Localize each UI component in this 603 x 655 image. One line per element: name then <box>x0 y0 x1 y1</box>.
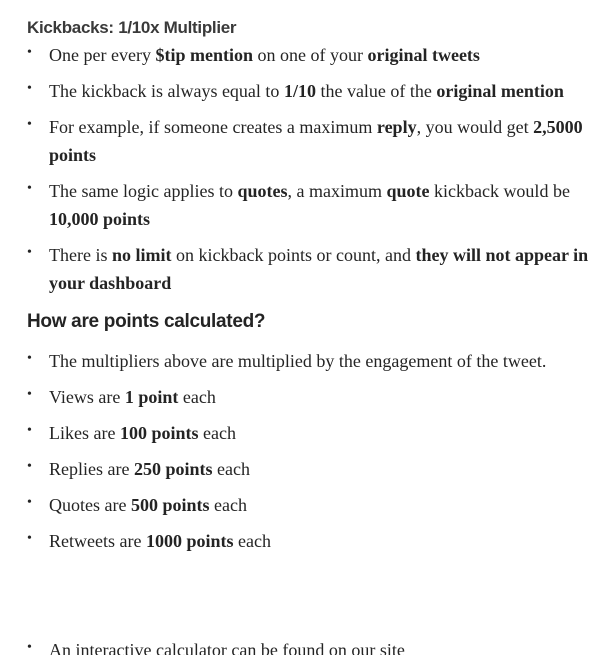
bold-text: 100 points <box>119 423 199 443</box>
text-run: Quotes are <box>49 495 131 515</box>
points-list <box>27 347 597 555</box>
bullet-icon: • <box>27 531 32 546</box>
text-run: The same logic applies to <box>49 181 238 201</box>
bullet-icon: • <box>27 245 32 260</box>
bold-text: they will not appear in your dashboard <box>49 245 589 293</box>
text-run: Views are <box>49 387 125 407</box>
list-item <box>27 241 597 297</box>
bullet-icon: • <box>27 81 32 96</box>
bold-text: original mention <box>436 81 564 101</box>
bold-text: 250 points <box>133 459 213 479</box>
section-heading-points: How are points calculated? <box>27 311 266 332</box>
list-item <box>27 455 597 483</box>
bold-text: 1/10 <box>283 81 316 101</box>
list-item <box>27 77 597 105</box>
text-run: , you would get <box>416 117 534 137</box>
bullet-icon: • <box>27 495 32 510</box>
text-run: each <box>209 495 247 515</box>
list-item <box>27 419 597 447</box>
text-run: One per every <box>49 45 156 65</box>
list-item <box>27 177 597 233</box>
bold-text: no limit <box>111 245 172 265</box>
text-run: Retweets are <box>49 531 146 551</box>
text-run: the value of the <box>315 81 437 101</box>
list-item-cutoff <box>27 636 405 655</box>
bullet-icon: • <box>27 423 32 438</box>
text-run: The multipliers above are multiplied by the engagement of the tweet. <box>49 351 547 371</box>
bullet-icon: • <box>27 351 32 366</box>
bullet-icon: • <box>27 45 32 60</box>
text-run: on one of your <box>252 45 368 65</box>
list-item <box>27 527 597 555</box>
text-run: Replies are <box>49 459 134 479</box>
bold-text: $tip mention <box>155 45 253 65</box>
cutoff-text: An interactive calculator can be found on our site <box>49 640 405 655</box>
bold-text: reply <box>376 117 417 137</box>
bullet-icon: • <box>27 387 32 402</box>
section-heading-kickbacks: Kickbacks: 1/10x Multiplier <box>27 18 237 37</box>
bold-text: 500 points <box>130 495 210 515</box>
text-run: kickback would be <box>429 181 570 201</box>
text-run: each <box>178 387 216 407</box>
bold-text: 1 point <box>124 387 179 407</box>
text-run: each <box>198 423 236 443</box>
kickbacks-list <box>27 41 597 297</box>
bullet-icon: • <box>27 181 32 196</box>
list-item <box>27 491 597 519</box>
text-run: each <box>233 531 271 551</box>
text-run: There is <box>49 245 112 265</box>
list-item <box>27 383 597 411</box>
bullet-icon: • <box>27 117 32 132</box>
article-body <box>27 0 597 555</box>
bold-text: 10,000 points <box>49 209 151 229</box>
bold-text: 1000 points <box>145 531 234 551</box>
list-item <box>27 113 597 169</box>
list-item <box>27 41 597 69</box>
bold-text: 2,5000 points <box>49 117 583 165</box>
list-item <box>27 347 597 375</box>
text-run: , a maximum <box>287 181 387 201</box>
text-run: Likes are <box>49 423 120 443</box>
bullet-icon: • <box>27 459 32 474</box>
bullet-icon: • <box>27 640 32 655</box>
text-run: For example, if someone creates a maximum <box>49 117 377 137</box>
bold-text: quotes <box>237 181 288 201</box>
bold-text: quote <box>386 181 430 201</box>
text-run: each <box>212 459 250 479</box>
text-run: The kickback is always equal to <box>49 81 284 101</box>
bold-text: original tweets <box>367 45 480 65</box>
text-run: on kickback points or count, and <box>171 245 416 265</box>
